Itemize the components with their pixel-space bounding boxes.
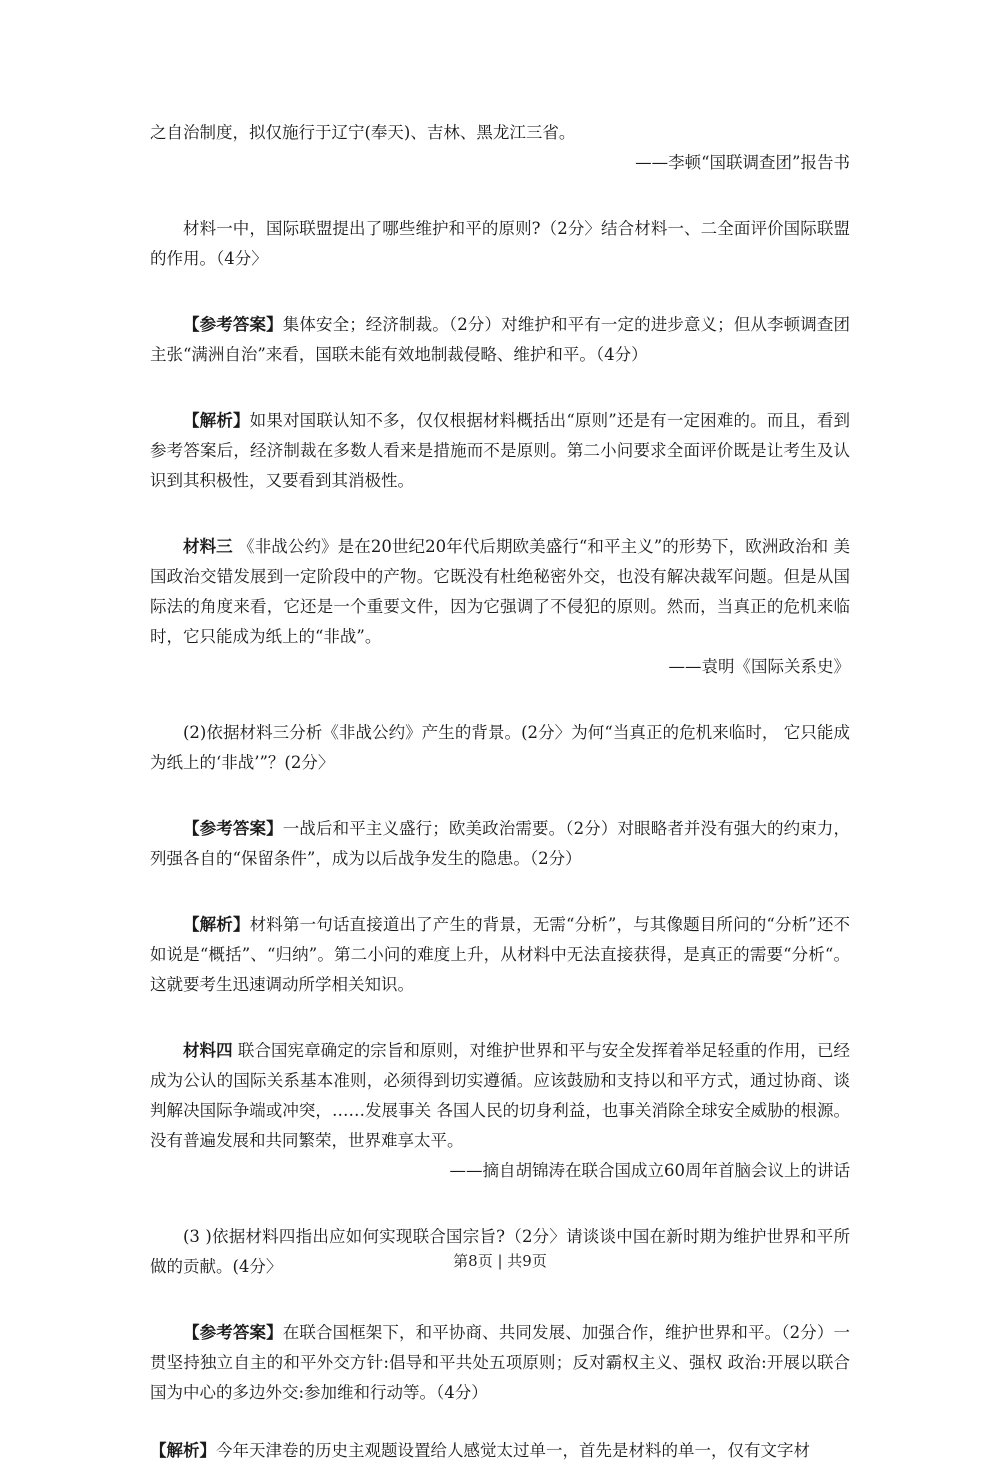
material-four-source: ——摘自胡锦涛在联合国成立60周年首脑会议上的讲话 (449, 1161, 850, 1180)
analysis-one (150, 406, 850, 496)
answer-label: 【参考答案】 (183, 819, 283, 838)
answer-one (150, 310, 850, 370)
analysis-text: 今年天津卷的历史主观题设置给人感觉太过单一，首先是材料的单一，仅有文字材 (216, 1441, 810, 1460)
material-three-source: ——袁明《国际关系史》 (668, 657, 850, 676)
question-two: (2)依据材料三分析《非战公约》产生的背景。(2分〉为何“当真正的危机来临时， 它只能成为纸上的‘非战’”？(2分〉 (150, 723, 850, 772)
question-three: (3 )依据材料四指出应如何实现联合国宗旨?（2分〉请谈谈中国在新时期为维护世界和平所做的贡献。(4分〉 (150, 1227, 850, 1276)
material-text: 《非战公约》是在20世纪20年代后期欧美盛行“和平主义”的形势下，欧洲政治和 美国政治交错发展到一定阶段中的产物。它既没有杜绝秘密外交，也没有解决裁军问题。但是从国际法的角度来看，它还是一个重要文件，因为它强调了不侵犯的原则。然而，当真正的危机来临时，它只能成为纸上的“非战”。 (150, 537, 851, 646)
material-two-tail: 之自治制度，拟仅施行于辽宁(奉天)、吉林、黑龙江三省。 (150, 123, 576, 142)
answer-three (150, 1318, 850, 1408)
analysis-label: 【解析】 (183, 915, 250, 934)
analysis-text: 材料第一句话直接道出了产生的背景，无需“分析”，与其像题目所问的“分析”还不如说是“概括”、“归纳”。第二小问的难度上升，从材料中无法直接获得，是真正的需要“分析“。这就要考生迅速调动所学相关知识。 (150, 915, 851, 994)
answer-text: 集体安全；经济制裁。（2分）对维护和平有一定的进步意义；但从李顿调查团主张“满洲自治”来看，国联未能有效地制裁侵略、维护和平。（4分） (150, 315, 851, 364)
answer-two (150, 814, 850, 874)
material-two-source: ——李顿“国联调查团”报告书 (635, 153, 850, 172)
question-one: 材料一中，国际联盟提出了哪些维护和平的原则?（2分〉结合材料一、二全面评价国际联盟的作用。（4分〉 (150, 219, 850, 268)
answer-label: 【参考答案】 (183, 1323, 283, 1342)
material-text: 联合国宪章确定的宗旨和原则，对维护世界和平与安全发挥着举足轻重的作用，已经成为公认的国际关系基本准则，必须得到切实遵循。应该鼓励和支持以和平方式，通过协商、谈判解决国际争端或冲突，……发展事关 各国人民的切身利益，也事关消除全球安全威胁的根源。没有普遍发展和共同繁荣，世界难享太平。 (150, 1041, 851, 1150)
page-footer: 第8页 | 共9页 (453, 1252, 547, 1270)
answer-text: 一战后和平主义盛行；欧美政治需要。（2分）对眼略者并没有强大的约束力，列强各自的“保留条件”，成为以后战争发生的隐患。（2分） (150, 819, 851, 868)
analysis-two (150, 910, 850, 1000)
analysis-label: 【解析】 (150, 1441, 216, 1460)
answer-label: 【参考答案】 (183, 315, 283, 334)
material-label: 材料三 (183, 537, 233, 556)
analysis-text: 如果对国联认知不多，仅仅根据材料概括出“原则”还是有一定困难的。而且，看到参考答案后，经济制裁在多数人看来是措施而不是原则。第二小问要求全面评价既是让考生及认识到其积极性，又要看到其消极性。 (150, 411, 851, 490)
analysis-three (150, 1436, 850, 1466)
analysis-label: 【解析】 (183, 411, 250, 430)
material-three (150, 532, 850, 652)
answer-text: 在联合国框架下，和平协商、共同发展、加强合作，维护世界和平。（2分）一贯坚持独立自主的和平外交方针:倡导和平共处五项原则；反对霸权主义、强权 政治:开展以联合国为中心的多边外交:参加维和行动等。（4分） (150, 1323, 851, 1402)
material-label: 材料四 (183, 1041, 233, 1060)
material-four (150, 1036, 850, 1156)
